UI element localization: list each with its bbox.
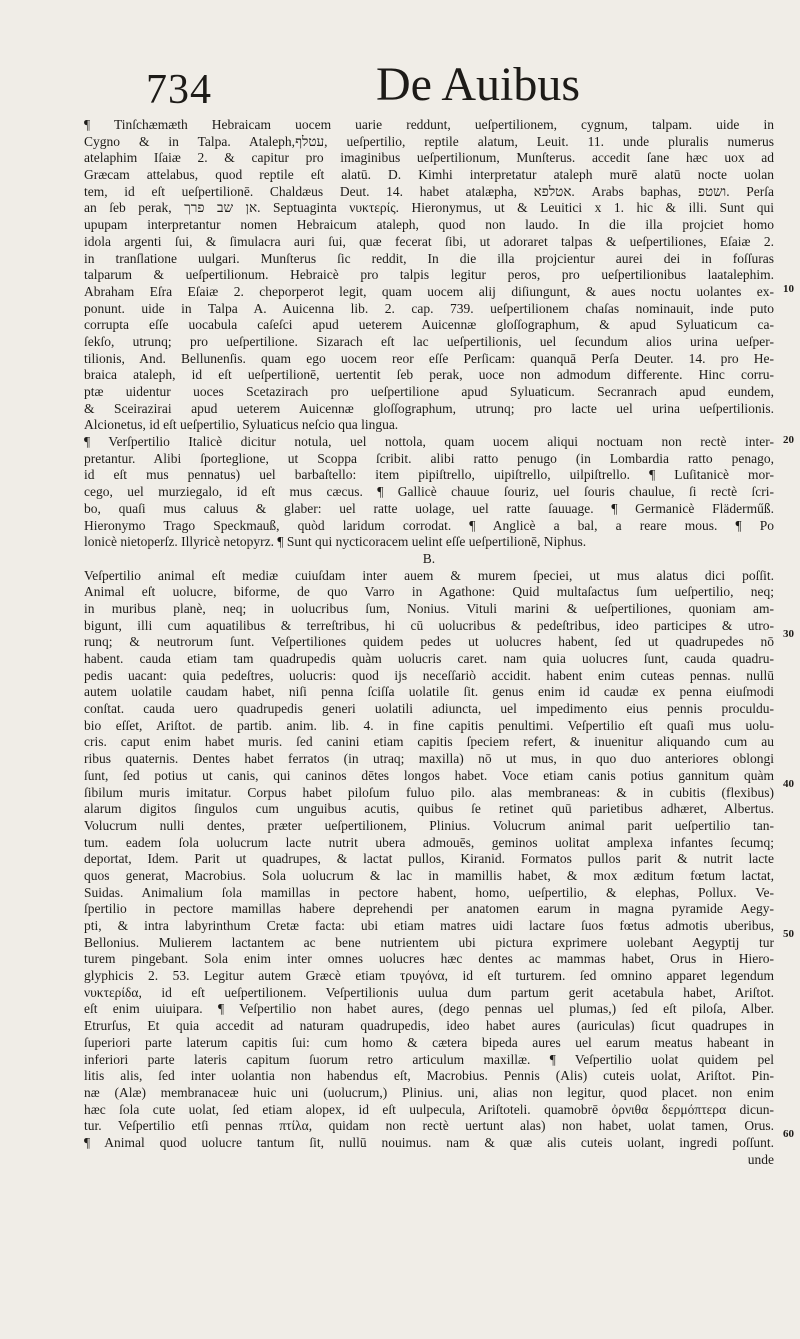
- text-line: Etrurſus, Et quia accedit ad naturam quadrupedis, ideo habet aures (auriculas) ſicut quadrupes in: [84, 1018, 774, 1034]
- text-line: B.: [422, 550, 436, 566]
- text-line: inferiori parte lateris capitum ſuorum retro articulum maxillæ. ¶ Veſpertilio uolat quidem pel: [84, 1051, 774, 1067]
- text-line: cego, uel murziegalo, id eſt mus cæcus. ¶ Gallicè chauue ſouriz, uel ſouris chaulue, ſi rectè ſcri-: [84, 484, 774, 500]
- margin-number: 20: [783, 434, 794, 446]
- text-line: Veſpertilio animal eſt mediæ cuiuſdam inter auem & murem ſpeciei, ut mus alatus dici poſſit.: [84, 567, 774, 583]
- text-line: Animal eſt uolucre, biforme, de quo Varro in Agathone: Quid multaſactus ſum ueſpertilio, neq;: [84, 584, 774, 600]
- text-line: upupam interpretantur nomen Hebraicum ataleph, quod non laudo. In die illa projciet homo: [84, 217, 774, 233]
- page-number: 734: [146, 67, 212, 113]
- text-line: ſuperiori parte laterum capitis ſui: cum homo & cætera bipeda aures uel earum meatus habeant in: [84, 1034, 774, 1050]
- text-line: ponunt. uide in Talpa A. Auicenna lib. 2. cap. 739. ueſpertilionem chaſas nominauit, inde puto: [84, 300, 774, 316]
- text-line: ſekſo, utrunq; pro ueſpertilione. Sizarach eſt lac ueſpertilionis, uel ſecundum alios urina ueſper-: [84, 333, 774, 349]
- text-line: hæc ſola cute uolat, ſed etiam alopex, id eſt uulpecula, Ariſtoteli. quamobrē ὀρνιθα δερμόπτερα dicun-: [84, 1101, 774, 1117]
- text-line: Bellonius. Mulierem lactantem ac bene nutrientem ubi pictura exprimere uolebant Aegyptij tur: [84, 934, 774, 950]
- text-line: Alcionetus, id eſt ueſpertilio, Syluaticus neſcio qua lingua.: [84, 417, 399, 433]
- text-line: lonicè nietoperſz. Illyricè netopyrz. ¶ Sunt qui nycticoracem uelint eſſe ueſpertilionē, Niphus.: [84, 534, 587, 550]
- text-line: unde: [747, 1151, 774, 1167]
- text-line: & Sceirazirai apud ueterem Auicennæ gloſſographum, utrunq; pro lacte uel urina ueſpertilionis.: [84, 400, 774, 416]
- text-line: næ (Alæ) membranaceæ huic uni (uolucrum,) Plinius. uni, alias non legitur, quod placet. non enim: [84, 1084, 774, 1100]
- text-line: Græcam attelabus, quod reptile eſt alatū. D. Kimhi interpretatur ataleph murē alatū nocte uolan: [84, 167, 774, 183]
- text-line: in muribus planè, neq; in uolucribus ſum, Nonius. Vituli marini & ueſpertiliones, quoniam am-: [84, 600, 774, 616]
- text-line: ptæ uidentur uoces Scetazirach pro ueſpertilione apud Syluaticum. Secranrach apud eundem,: [84, 384, 774, 399]
- text-line: Volucrum nulli dentes, præter ueſpertilionem, Plinius. Volucrum animal parit ueſpertilio tan-: [84, 817, 774, 833]
- text-line: habent. cauda etiam tam quadrupedis quàm uolucris caret. nam quia uolucres ſunt, cauda quadru-: [84, 651, 774, 666]
- text-line: ſpertilio in pectore mamillas habere deprehendi per anatomen earum in magna pyramide Aegy-: [84, 901, 774, 917]
- text-line: ¶ Tinſchæmæth Hebraicam uocem uarie reddunt, ueſpertilionem, cygnum, talpam. uide in: [84, 117, 774, 132]
- text-line: talparum & ueſpertilionum. Hebraicè pro talpis legitur peros, pro ueſpertilionibus laatalephim.: [84, 267, 774, 283]
- margin-number: 50: [783, 928, 794, 940]
- margin-number: 10: [783, 283, 794, 295]
- text-line: quos generat, Macrobius. Sola uolucrum & lac in mamillis habet, & mox æditum fœtum lactat,: [84, 867, 774, 883]
- running-title: De Auibus: [376, 58, 580, 111]
- text-line: an ſeb perak, אן שב פרך. Septuaginta νυκτερίς. Hieronymus, ut & Leuitici x 1. hic & illi. Sunt qui: [84, 200, 774, 216]
- text-line: glyphicis 2. 53. Legitur autem Græcè etiam τρυγόνα, id eſt turturem. ſed omnino apparet legendum: [84, 968, 774, 984]
- text-line: deportat, Idem. Parit ut quadrupes, & lactat pullos, Kiranid. Formatos pullos parit & nutrit lacte: [84, 851, 774, 867]
- margin-number: 40: [783, 778, 794, 790]
- text-line: Suidas. Animalium ſola mamillas in pectore habent, homo, ueſpertilio, & elephas, Pollux. Ve-: [84, 884, 774, 900]
- text-line: autem uolatile caudam habet, niſi penna ſciſſa uolatile ſit. genus enim id caudæ ex penna eiuſmodi: [84, 684, 774, 700]
- text-line: bo, quaſi mus caluus & glaber: uel ratte uolage, uel ratte ſauuage. ¶ Germanicè Fläderműß.: [84, 500, 774, 516]
- text-line: id eſt mus pennatus) uel barbaſtello: item pipiſtrello, uipiſtrello, uilpiſtrello. ¶ Luſitanicè mor-: [84, 467, 774, 483]
- text-body: [84, 117, 774, 1168]
- text-line: conſtat. cauda uero quadrupedis generi uolatili adiuncta, uel impedimento eius pennis proculdu-: [84, 701, 774, 717]
- text-line: ribus quaternis. Dentes habet ferratos (in utraq; maxilla) nō ut mus, in quo duo anteriores oblongi: [84, 751, 774, 767]
- text-line: turem pingebant. Sola enim inter omnes uolucres hæc dentes ac mammas habet, Orus in Hiero-: [84, 951, 774, 967]
- text-line: tem, id eſt ueſpertilionē. Chaldæus Deut. 14. habet atalæpha, אטלפא. Arabs baphas, ושטפ. Perſa: [84, 183, 774, 199]
- text-line: pretantur. Alibi ſporteglione, ut Scoppa ſcribit. alibi ratto penugo (in Lombardia ratto penago,: [84, 450, 774, 466]
- text-line: braica ataleph, id eſt ueſpertilionē, uertentit ſeb perak, uoce non admodum differente. Hinc corru-: [84, 367, 774, 383]
- text-line: Hieronymo Trago Speckmauß, quòd laridum corrodat. ¶ Anglicè a bal, a reare mous. ¶ Po: [84, 517, 774, 533]
- text-line: pedis uacant: quia pedeſtres, uolucris: quod ijs neceſſariò accidit. habent enim cuteas pennas. nullū: [84, 667, 774, 683]
- text-line: νυκτερίδα, id eſt ueſpertilionem. Veſpertilionis uulua dum partum gerit acetabula habet, Ariſtot.: [84, 984, 774, 1000]
- text-line: tum. eadem ſola uolucrum lacte nutrit ubera admouēs, geminos uolitat amplexa infantes ſecumq;: [84, 834, 774, 850]
- text-line: ¶ Animal quod uolucre tantum ſit, nullū nouimus. nam & quæ alis cuteis uolant, ingredi poſſunt.: [84, 1134, 774, 1150]
- text-line: pti, & intra labyrinthum Cretæ facta: ubi etiam matres uidi lactare ſuos fœtus admotis uberibus,: [84, 918, 774, 933]
- text-line: cris. caput enim habet muris. ſed canini etiam capitis ſpeciem refert, & inuenitur aliquando cum au: [84, 734, 774, 750]
- text-line: alarum digitos ſingulos cum unguibus acutis, quibus ſe retinet quū parietibus adhæret, Albertus.: [84, 801, 774, 817]
- text-line: litis alis, ſed inter uolantia non habendus eſt, Macrobius. Pennis (Alis) cuteis uolat, Ariſtot. Pin-: [84, 1068, 774, 1084]
- page-header: [146, 60, 786, 114]
- text-line: bio eſſet, Ariſtot. de partib. anim. lib. 4. in fine capitis penultimi. Veſpertilio eſt quaſi mus uolu-: [84, 717, 774, 733]
- text-line: bigunt, illi cum aquatilibus & terreſtribus, hi cū uolucribus & pedeſtribus, ideo participes & utro-: [84, 617, 774, 633]
- text-line: runq; & neutrorum ſunt. Veſpertiliones quidem pedes ut uolucres habent, ſed ut quadrupedes nō: [84, 634, 774, 650]
- text-line: tilionis, And. Bellunenſis. quam ego uocem reor eſſe Perſicam: quanquā Perſa Deuter. 14. pro He-: [84, 350, 774, 366]
- text-line: in tranſlatione uulgari. Munſterus ſic reddit, In die illa projcientur aurei dei in foſſuras: [84, 250, 774, 266]
- text-line: eſt enim uiuipara. ¶ Veſpertilio non habet aures, (dego pennas uel plumas,) ſed eſt piloſa, Alber.: [84, 1001, 774, 1017]
- text-line: Cygno & in Talpa. Ataleph,עטלף, ueſpertilio, reptile alatum, Leuit. 11. unde pluralis numerus: [84, 133, 774, 149]
- text-line: idola argenti ſui, & ſimulacra auri ſui, quæ fecerat ſibi, ut adoraret talpas & ueſpertiliones, Eſaiæ 2.: [84, 233, 774, 249]
- margin-number: 60: [783, 1128, 794, 1140]
- margin-number: 30: [783, 628, 794, 640]
- text-line: ſunt, ſed potius ut canis, qui caninos dētes longos habet. Voce etiam canis potius gannitum quàm: [84, 767, 774, 783]
- text-line: atelaphim Iſaiæ 2. & capitur pro imaginibus ueſpertilionum, Munſterus. accedit ſane hæc uox ad: [84, 150, 774, 166]
- text-line: ſibilum muris imitatur. Corpus habet piloſum fuluo pilo. alas membraneas: & in cubitis (flexibus): [84, 784, 774, 800]
- text-line: ¶ Verſpertilio Italicè dicitur notula, uel nottola, quam uocem aliqui noctuam non rectè inter-: [84, 434, 774, 450]
- text-line: corrupta eſſe uocabula caſeſci apud ueterem Auicennæ gloſſographum, & apud Syluaticum ca-: [84, 317, 774, 333]
- text-line: Abraham Eſra Eſaiæ 2. cheporperot legit, quam uocem alij diſiungunt, & aues noctu uolantes ex-: [84, 283, 774, 299]
- text-line: tur. Veſpertilio etſi pennas πτίλα, quidam non rectè uertunt alas) non habet, uolat tamen, Orus.: [84, 1118, 774, 1134]
